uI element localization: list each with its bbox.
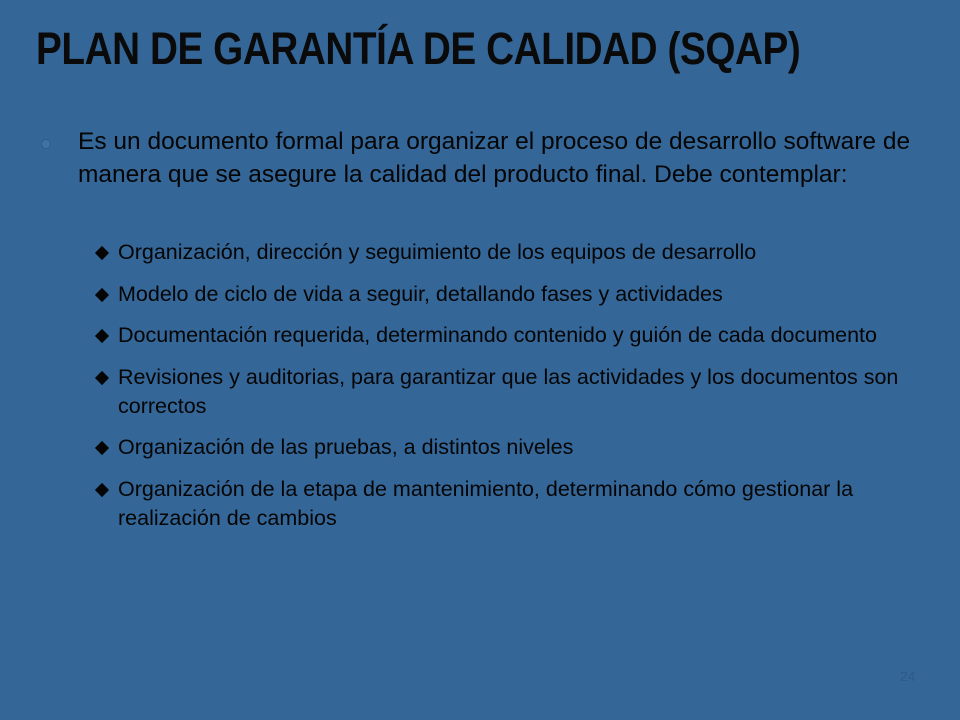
slide-title: PLAN DE GARANTÍA DE CALIDAD (SQAP) [36,23,801,74]
list-item-text: Organización de la etapa de mantenimiento, determinando cómo gestionar la realización de cambios [118,476,854,530]
list-item-text: Revisiones y auditorias, para garantizar que las actividades y los documentos son correctos [118,364,899,418]
page-number: 24 [900,668,916,684]
list-item [96,433,926,462]
round-bullet-icon [42,140,50,148]
diamond-bullet-icon [95,441,109,455]
intro-paragraph: Es un documento formal para organizar el proceso de desarrollo software de manera que se asegure la calidad del producto final. Debe contemplar: [78,128,911,188]
diamond-bullet-icon [95,370,109,384]
list-item [96,238,926,267]
list-item-text: Documentación requerida, determinando contenido y guión de cada documento [118,323,877,347]
list-item [96,363,926,421]
diamond-bullet-icon [95,329,109,343]
list-item-text: Modelo de ciclo de vida a seguir, detallando fases y actividades [118,281,723,306]
list-item [96,280,926,309]
requirements-list [96,238,926,545]
list-item [96,475,926,533]
diamond-bullet-icon [95,482,109,496]
list-item-text: Organización de las pruebas, a distintos niveles [118,435,574,459]
diamond-bullet-icon [95,287,109,301]
list-item [96,321,926,350]
list-item-text: Organización, dirección y seguimiento de los equipos de desarrollo [118,240,757,264]
diamond-bullet-icon [95,246,109,260]
